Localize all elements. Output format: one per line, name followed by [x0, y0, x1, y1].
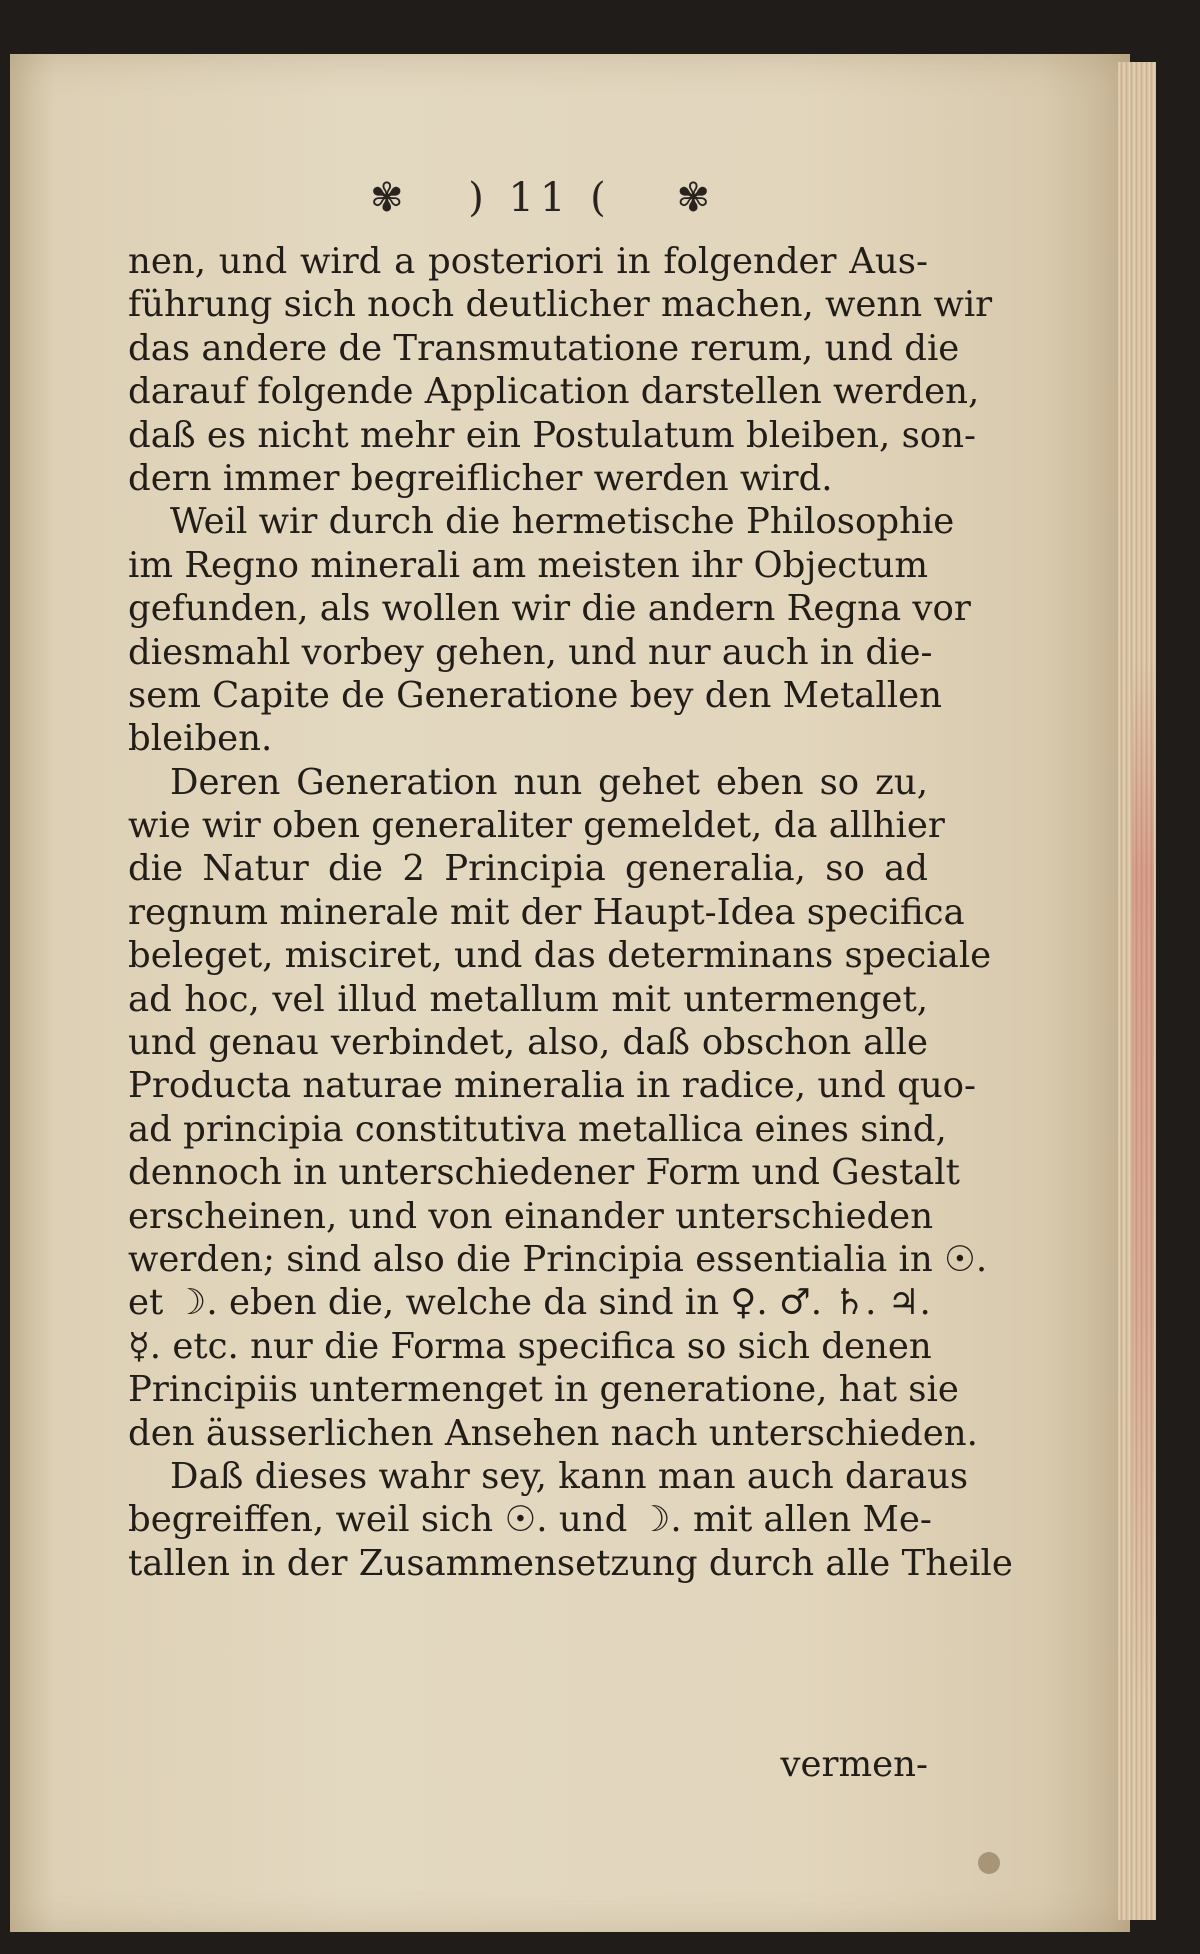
text-line: beleget, misciret, und das determinans speciale	[128, 935, 992, 977]
text-line: und genau verbindet, also, daß obschon alle	[128, 1022, 928, 1064]
text-line: diesmahl vorbey gehen, und nur auch in die-	[128, 631, 933, 673]
text-line: gefunden, als wollen wir die andern Regna vor	[128, 588, 971, 630]
red-edge-stain	[1132, 660, 1154, 1710]
text-line: Producta naturae mineralia in radice, und quo-	[128, 1065, 977, 1107]
text-line: Weil wir durch die hermetische Philosophie	[170, 501, 955, 543]
text-line: Deren Generation nun gehet eben so zu,	[170, 761, 928, 803]
text-line: ad principia constitutiva metallica eines sind,	[128, 1108, 947, 1150]
text-line: bleiben.	[128, 718, 273, 760]
text-line: Principiis untermenget in generatione, hat sie	[128, 1369, 959, 1411]
text-line: ☿. etc. nur die Forma specifica so sich denen	[128, 1325, 932, 1367]
text-line: erscheinen, und von einander unterschieden	[128, 1195, 934, 1237]
text-line: et ☽. eben die, welche da sind in ♀. ♂. ♄. ♃.	[128, 1282, 931, 1324]
text-line: Daß dieses wahr sey, kann man auch daraus	[170, 1455, 969, 1497]
text-line: wie wir oben generaliter gemeldet, da allhier	[128, 805, 945, 847]
text-line: darauf folgende Application darstellen werden,	[128, 371, 980, 413]
text-line: daß es nicht mehr ein Postulatum bleiben, son-	[128, 414, 977, 456]
page-header	[370, 168, 710, 228]
text-line: den äusserlichen Ansehen nach unterschieden.	[128, 1412, 978, 1454]
text-line: die Natur die 2 Principia generalia, so ad	[128, 848, 928, 890]
text-line: das andere de Transmutatione rerum, und die	[128, 327, 960, 369]
catchword: vermen-	[780, 1744, 928, 1785]
text-line: sem Capite de Generatione bey den Metallen	[128, 674, 943, 716]
text-line: begreiffen, weil sich ☉. und ☽. mit allen Me-	[128, 1499, 932, 1541]
text-line: nen, und wird a posteriori in folgender Aus-	[128, 241, 928, 282]
ornament-left-icon: ✾	[370, 175, 404, 221]
text-line: regnum minerale mit der Haupt-Idea specifica	[128, 891, 965, 933]
text-line: werden; sind also die Principia essentialia in ☉.	[128, 1238, 988, 1280]
text-line: dern immer begreiflicher werden wird.	[128, 457, 833, 499]
paper-stain	[978, 1852, 1000, 1874]
text-line: tallen in der Zusammensetzung durch alle Theile	[128, 1542, 1013, 1584]
ornament-right-icon: ✾	[676, 175, 710, 221]
text-line: im Regno minerali am meisten ihr Objectum	[128, 544, 929, 586]
body-text	[128, 240, 1013, 1585]
text-line: ad hoc, vel illud metallum mit untermenget,	[128, 978, 928, 1020]
text-line: führung sich noch deutlicher machen, wenn wir	[128, 284, 993, 326]
text-line: dennoch in unterschiedener Form und Gestalt	[128, 1152, 960, 1194]
page-number: ) 11 (	[468, 175, 612, 221]
